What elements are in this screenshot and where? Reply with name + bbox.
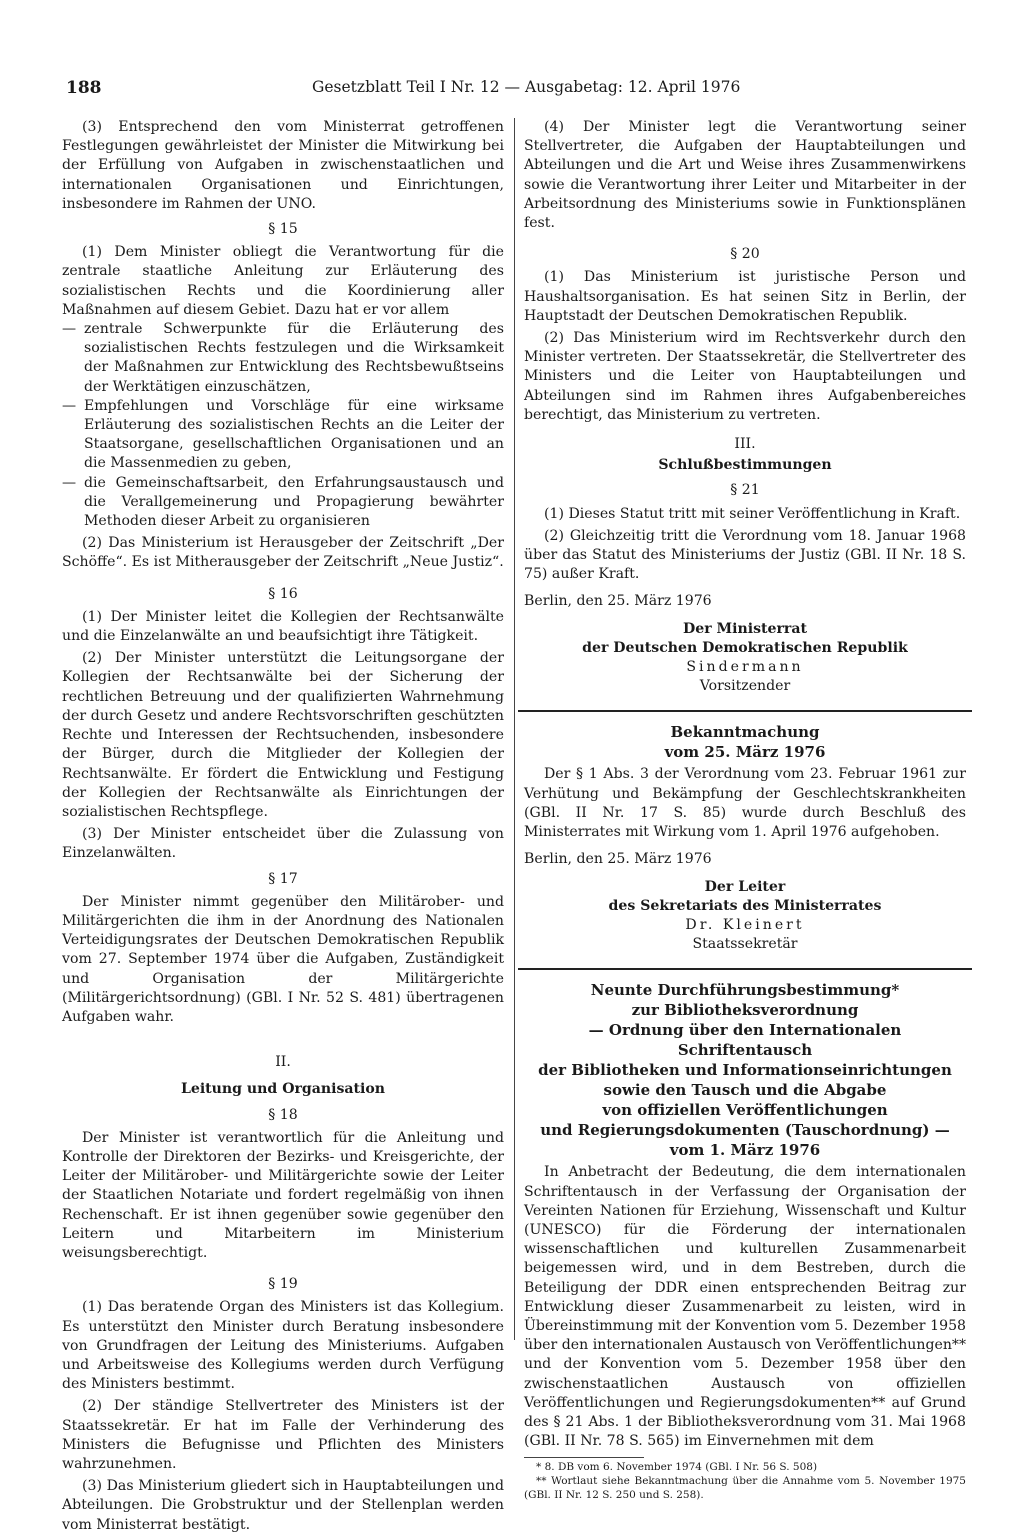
paragraph-16-2: (2) Der Minister unterstützt die Leitungsorgane der Kollegien der Rechtsanwälte bei der Sicherung der rechtlichen Betreuung und der qualifizierten Wahrnehmung der durch Gesetz und andere Rechtsvorschriften geschützten Rechte und Interessen der Rechtsuchenden, insbesondere der Bürger, durch die Mitglieder der Kollegien der Rechtsanwälte. Er fördert die Entwicklung und Festigung der Kollegien der Rechtsanwälte als Einrichtungen der sozialistischen Rechtspflege.: [62, 650, 504, 820]
paragraph-19-3: (3) Das Ministerium gliedert sich in Hauptabteilungen und Abteilungen. Die Grobstruktur und der Stellenplan werden vom Ministerrat bestätigt.: [62, 1478, 504, 1533]
ordinance-title: sowie den Tausch und die Abgabe: [603, 1081, 887, 1100]
list-item: [62, 474, 504, 532]
header-title: Gesetzblatt Teil I Nr. 12 — Ausgabetag: 12. April 1976: [312, 78, 741, 96]
ordinance-title: der Bibliotheken und Informationseinrichtungen: [538, 1061, 952, 1080]
paragraph-17: Der Minister nimmt gegenüber den Militärober- und Militärgerichten die ihm in der Anordnung des Nationalen Verteidigungsrates der Deutschen Demokratischen Republik vom 27. September 1974 über die Aufgaben, Zuständigkeit und Organisation der Militärgerichte (Militärgerichtsordnung) (GBl. I Nr. 52 S. 481) übertragenen Aufgaben wahr.: [62, 893, 504, 1025]
section-17-heading: § 17: [268, 870, 298, 887]
notice-date: vom 25. März 1976: [664, 743, 826, 762]
paragraph-20-2: (2) Das Ministerium wird im Rechtsverkehr durch den Minister vertreten. Der Staatssekretär, die Stellvertreter des Ministers und die Leiter von Hauptabteilungen und Abteilungen sind im Rahmen ihres Aufgabenbereiches berechtigt, das Ministerium zu vertreten.: [524, 330, 966, 423]
signature-body: der Deutschen Demokratischen Republik: [582, 639, 908, 656]
dash-marker: —: [62, 474, 77, 491]
dash-marker: —: [62, 321, 77, 338]
part-2-heading: Leitung und Organisation: [180, 1081, 386, 1098]
right-column: [524, 118, 966, 1502]
paragraph-16-3: (3) Der Minister entscheidet über die Zulassung von Einzelanwälten.: [62, 826, 504, 862]
paragraph-18: Der Minister ist verantwortlich für die Anleitung und Kontrolle der Direktoren der Bezirks- und Kreisgerichte, der Leiter der Militärober- und Militärgerichte sowie der Leiter der Staatlichen Notariate und fordert regelmäßig von ihnen Rechenschaft. Er ist ihnen gegenüber sowie gegenüber den Leitern und Mitarbeitern im Ministerium weisungsberechtigt.: [62, 1129, 504, 1261]
footnote-rule: [524, 1457, 644, 1458]
part-3-heading: Schlußbestimmungen: [658, 457, 832, 474]
list-item-text: zentrale Schwerpunkte für die Erläuterung des sozialistischen Rechts festzulegen und die Wirksamkeit der Maßnahmen zur Entwicklung des Rechtsbewußtseins der Werktätigen einzuschätzen,: [84, 321, 504, 395]
duties-list: [62, 320, 504, 531]
paragraph-15-1: (1) Dem Minister obliegt die Verantwortung für die zentrale staatliche Anleitung zur Erläuterung des sozialistischen Rechts und die Koordinierung aller Maßnahmen auf diesem Gebiet. Dazu hat er vor allem: [62, 244, 504, 318]
column-divider: [514, 118, 515, 1340]
section-20-heading: § 20: [730, 246, 760, 263]
signature-body: Der Leiter: [704, 878, 786, 895]
left-column: [62, 118, 504, 1535]
paragraph-19-1: (1) Das beratende Organ des Ministers ist das Kollegium. Es unterstützt den Minister durch Beratung insbesondere von Grundfragen der Leitung des Ministeriums. Aufgaben und Arbeitsweise des Kollegiums werden durch Verfügung des Ministers bestimmt.: [62, 1299, 504, 1393]
place-date: Berlin, den 25. März 1976: [524, 851, 712, 868]
signatory-role: Staatssekretär: [692, 936, 798, 953]
ordinance-body: In Anbetracht der Bedeutung, die dem internationalen Schriftentausch in der Verfassung der Organisation der Vereinten Nationen für Erziehung, Wissenschaft und Kultur (UNESCO) für die Förderung der internationalen wissenschaftlichen und kulturellen Zusammenarbeit beigemessen wird, und in dem Bestreben, durch die Beteiligung der DDR einen entsprechenden Beitrag zur Entwicklung dieser Zusammenarbeit zu leisten, wird in Übereinstimmung mit der Konvention vom 5. Dezember 1958 über den internationalen Austausch von Veröffentlichungen** und der Konvention vom 5. Dezember 1958 über den zwischenstaatlichen Austausch von offiziellen Veröffentlichungen und Regierungsdokumenten** auf Grund des § 21 Abs. 1 der Bibliotheksverordnung vom 31. Mai 1968 (GBl. II Nr. 78 S. 565) im Einvernehmen mit dem: [524, 1164, 966, 1450]
section-15-heading: § 15: [268, 221, 298, 238]
dash-marker: —: [62, 397, 77, 414]
page-number: 188: [66, 78, 102, 98]
paragraph-19-2: (2) Der ständige Stellvertreter des Ministers ist der Staatssekretär. Er hat im Falle der Verhinderung des Ministers die Befugnisse und Pflichten des Ministers wahrzunehmen.: [62, 1398, 504, 1472]
section-rule: [518, 968, 972, 970]
section-16-heading: § 16: [268, 585, 298, 602]
ordinance-title: von offiziellen Veröffentlichungen: [602, 1101, 888, 1120]
signatory-name: Sindermann: [686, 659, 804, 676]
section-rule: [518, 710, 972, 712]
footnote: * 8. DB vom 6. November 1974 (GBl. I Nr. 56 S. 508): [536, 1461, 818, 1474]
place-date: Berlin, den 25. März 1976: [524, 593, 712, 610]
paragraph-15-2: (2) Das Ministerium ist Herausgeber der Zeitschrift „Der Schöffe“. Es ist Mitherausgeber der Zeitschrift „Neue Justiz“.: [62, 535, 504, 571]
ordinance-title: und Regierungsdokumenten (Tauschordnung) —: [540, 1121, 950, 1140]
paragraph-21-1: (1) Dieses Statut tritt mit seiner Veröffentlichung in Kraft.: [544, 505, 961, 522]
ordinance-title: Neunte Durchführungsbestimmung*: [590, 981, 900, 1000]
paragraph-14-3: (3) Entsprechend den vom Ministerrat getroffenen Festlegungen gewährleistet der Minister die Mitwirkung bei der Erfüllung von Aufgaben in zwischenstaatlichen und internationalen Organisationen und Einrichtungen, insbesondere im Rahmen der UNO.: [62, 119, 504, 212]
paragraph-20-1: (1) Das Ministerium ist juristische Person und Haushaltsorganisation. Es hat seinen Sitz in Berlin, der Hauptstadt der Deutschen Demokratischen Republik.: [524, 269, 966, 324]
paragraph-16-1: (1) Der Minister leitet die Kollegien der Rechtsanwälte und die Einzelanwälte an und beaufsichtigt ihre Tätigkeit.: [62, 608, 504, 645]
ordinance-title: — Ordnung über den Internationalen Schriftentausch: [588, 1021, 902, 1060]
section-19-heading: § 19: [268, 1276, 298, 1293]
page-header: [66, 76, 966, 104]
notice-body: Der § 1 Abs. 3 der Verordnung vom 23. Februar 1961 zur Verhütung und Bekämpfung der Geschlechtskrankheiten (GBl. II Nr. 17 S. 85) wurde durch Beschluß des Ministerrates mit Wirkung vom 1. April 1976 aufgehoben.: [524, 766, 966, 841]
section-18-heading: § 18: [268, 1106, 298, 1123]
signature-body: des Sekretariats des Ministerrates: [608, 897, 882, 914]
part-3-numeral: III.: [734, 436, 756, 453]
paragraph-21-2: (2) Gleichzeitig tritt die Verordnung vom 18. Januar 1968 über das Statut des Ministeriums der Justiz (GBl. II Nr. 18 S. 75) außer Kraft.: [524, 527, 966, 583]
list-item-text: die Gemeinschaftsarbeit, den Erfahrungsaustausch und die Verallgemeinerung und Propagierung bewährter Methoden dieser Arbeit zu organisieren: [84, 474, 504, 530]
paragraph-19-4: (4) Der Minister legt die Verantwortung seiner Stellvertreter, die Aufgaben der Hauptabteilungen und Abteilungen und die Art und Weise ihres Zusammenwirkens sowie die Verantwortung ihrer Leiter und Mitarbeiter in der Arbeitsordnung des Ministeriums sowie in Funktionsplänen fest.: [524, 119, 966, 232]
list-item: [62, 397, 504, 474]
notice-title: Bekanntmachung: [670, 723, 820, 742]
footnote: ** Wortlaut siehe Bekanntmachung über die Annahme vom 5. November 1975 (GBl. II Nr. 12 S. 250 und S. 258).: [524, 1475, 966, 1502]
signatory-name: Dr. Kleinert: [685, 916, 805, 933]
list-item: [62, 320, 504, 397]
signature-body: Der Ministerrat: [683, 620, 807, 637]
ordinance-date: vom 1. März 1976: [669, 1141, 821, 1160]
footnotes: [524, 1457, 966, 1502]
signatory-role: Vorsitzender: [699, 678, 791, 695]
ordinance-title: zur Bibliotheksverordnung: [631, 1001, 859, 1020]
list-item-text: Empfehlungen und Vorschläge für eine wirksame Erläuterung des sozialistischen Rechts an die Leiter der Staatsorgane, gesellschaftlichen Organisationen und an die Massenmedien zu geben,: [84, 397, 504, 472]
section-21-heading: § 21: [730, 482, 760, 499]
part-2-numeral: II.: [275, 1054, 291, 1071]
